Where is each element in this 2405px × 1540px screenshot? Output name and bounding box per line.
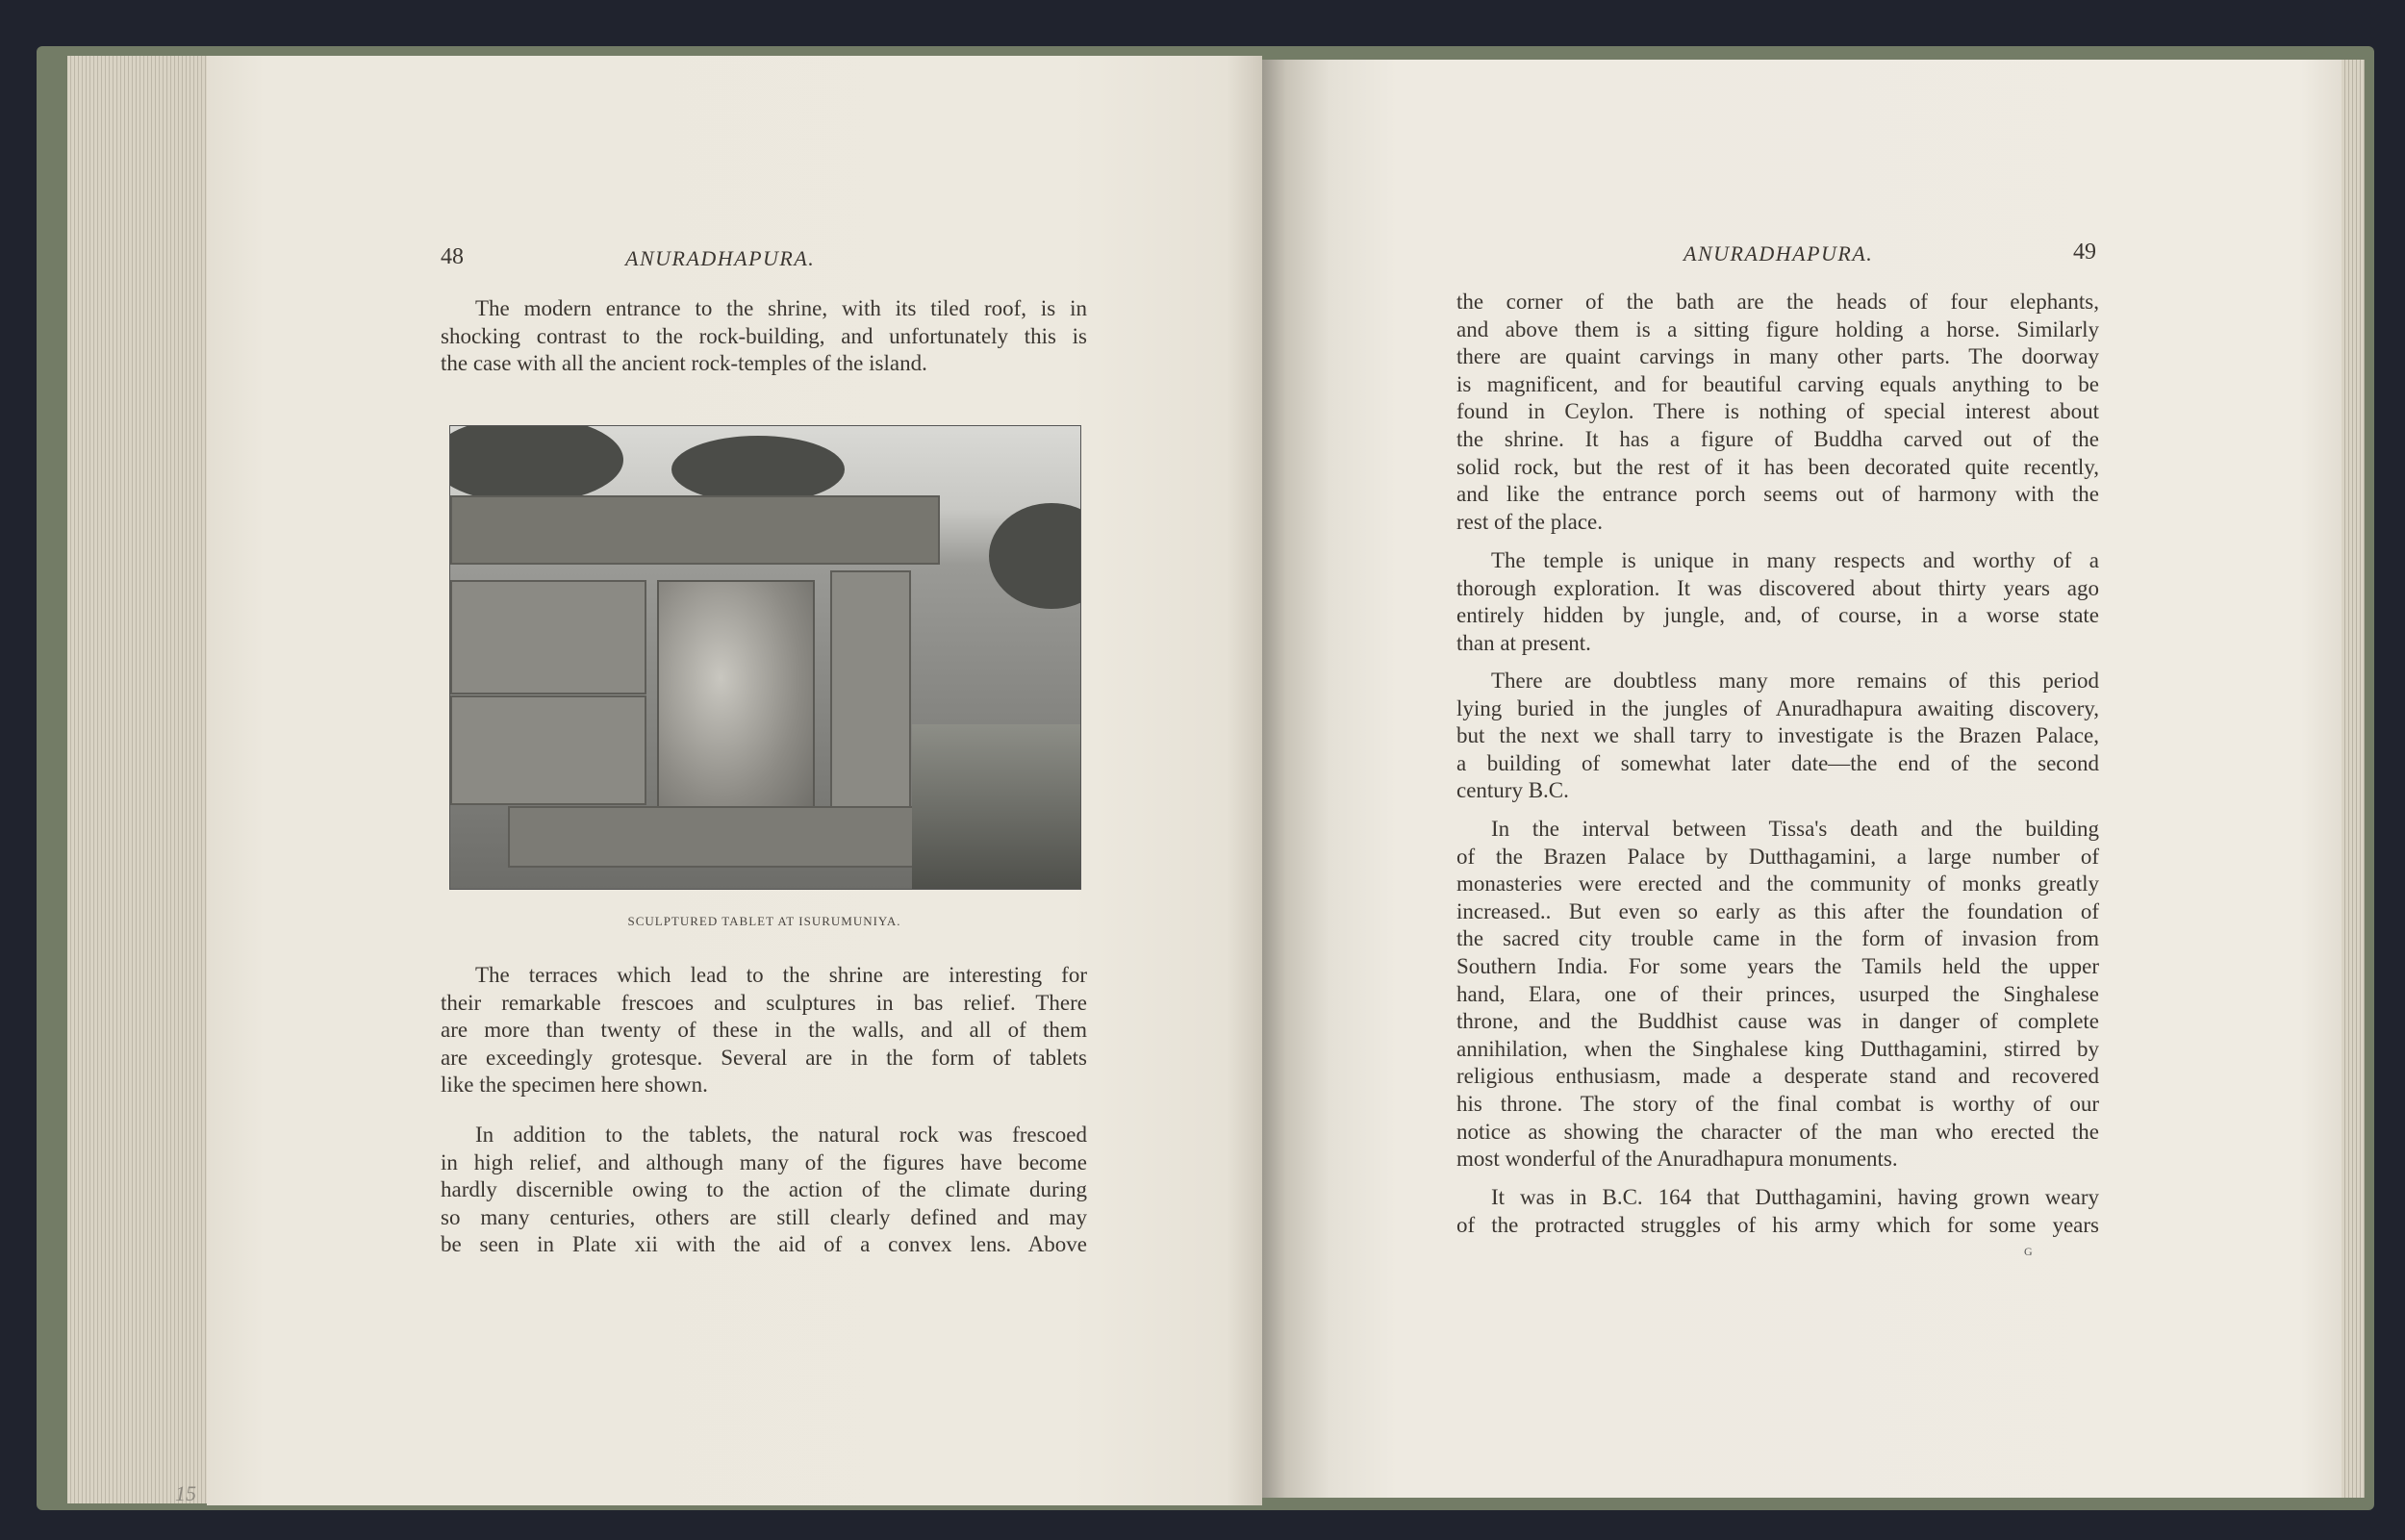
text-line: Southern India. For some years the Tamils held the upper <box>1456 953 2099 978</box>
text-line: century B.C. <box>1456 778 1569 803</box>
text-line: The modern entrance to the shrine, with its tiled roof, is in <box>475 296 1087 320</box>
relief-figures <box>657 580 815 824</box>
text-line: In the interval between Tissa's death and the building <box>1491 817 2099 841</box>
text-line: shocking contrast to the rock-building, and unfortunately this is <box>441 323 1087 348</box>
text-line: the sacred city trouble came in the form of invasion from <box>1456 926 2099 951</box>
page-edges-right <box>2338 60 2365 1498</box>
text-line: notice as showing the character of the man who erected the <box>1456 1119 2099 1144</box>
text-line: annihilation, when the Singhalese king Dutthagamini, stirred by <box>1456 1036 2099 1061</box>
text-line: and like the entrance porch seems out of harmony with the <box>1456 482 2099 507</box>
text-line: hand, Elara, one of their princes, usurped the Singhalese <box>1456 981 2099 1006</box>
plate-caption: SCULPTURED TABLET AT ISURUMUNIYA. <box>627 914 901 928</box>
text-line: their remarkable frescoes and sculptures in bas relief. There <box>441 990 1087 1015</box>
page-edges-left <box>67 56 212 1503</box>
text-line: The temple is unique in many respects and worthy of a <box>1491 548 2099 572</box>
left-page-number: 48 <box>441 244 464 269</box>
text-line: most wonderful of the Anuradhapura monuments. <box>1456 1147 1898 1172</box>
right-paragraph-5 <box>1456 1184 2099 1239</box>
text-line: there are quaint carvings in many other parts. The doorway <box>1456 344 2099 369</box>
text-line: are more than twenty of these in the walls, and all of them <box>441 1018 1087 1043</box>
text-line: the corner of the bath are the heads of four elephants, <box>1456 290 2099 314</box>
left-paragraph-3 <box>441 1122 1087 1259</box>
text-line: rest of the place. <box>1456 509 1603 534</box>
right-page-number: 49 <box>2073 240 2096 265</box>
text-line: his throne. The story of the final combat is worthy of our <box>1456 1091 2099 1116</box>
text-line: thorough exploration. It was discovered about thirty years ago <box>1456 575 2099 600</box>
text-line: solid rock, but the rest of it has been decorated quite recently, <box>1456 454 2099 479</box>
signature-mark: G <box>2024 1245 2033 1258</box>
text-line: and above them is a sitting figure holding a horse. Similarly <box>1456 316 2099 341</box>
text-line: so many centuries, others are still clearly defined and may <box>441 1204 1087 1229</box>
text-line: the shrine. It has a figure of Buddha carved out of the <box>1456 426 2099 451</box>
right-paragraph-4 <box>1456 816 2099 1174</box>
text-line: religious enthusiasm, made a desperate stand and recovered <box>1456 1064 2099 1089</box>
text-line: but the next we shall tarry to investigate is the Brazen Palace, <box>1456 723 2099 748</box>
text-line: entirely hidden by jungle, and, of course, in a worse state <box>1456 603 2099 628</box>
left-paragraph-2 <box>441 962 1087 1099</box>
text-line: There are doubtless many more remains of this period <box>1491 669 2099 693</box>
text-line: a building of somewhat later date—the end of the second <box>1456 750 2099 775</box>
right-paragraph-3 <box>1456 668 2099 805</box>
text-line: lying buried in the jungles of Anuradhapura awaiting discovery, <box>1456 695 2099 720</box>
right-paragraph-1 <box>1456 289 2099 536</box>
pencil-annotation: 15 <box>175 1481 196 1505</box>
right-paragraph-2 <box>1456 547 2099 657</box>
left-running-head: ANURADHAPURA. <box>625 246 816 270</box>
text-line: The terraces which lead to the shrine are interesting for <box>475 963 1087 987</box>
text-line: is magnificent, and for beautiful carving equals anything to be <box>1456 371 2099 396</box>
text-line: found in Ceylon. There is nothing of special interest about <box>1456 399 2099 424</box>
left-paragraph-1 <box>441 295 1087 378</box>
right-running-head: ANURADHAPURA. <box>1684 241 1874 265</box>
text-line: in high relief, and although many of the figures have become <box>441 1149 1087 1174</box>
text-line: hardly discernible owing to the action of the climate during <box>441 1177 1087 1202</box>
text-line: In addition to the tablets, the natural rock was frescoed <box>475 1123 1087 1147</box>
text-line: are exceedingly grotesque. Several are in the form of tablets <box>441 1045 1087 1070</box>
text-line: be seen in Plate xii with the aid of a convex lens. Above <box>441 1232 1087 1257</box>
text-line: monasteries were erected and the community of monks greatly <box>1456 871 2099 896</box>
text-line: throne, and the Buddhist cause was in danger of complete <box>1456 1009 2099 1034</box>
plate-photograph-sculptured-tablet <box>449 425 1081 890</box>
text-line: It was in B.C. 164 that Dutthagamini, having grown weary <box>1491 1185 2099 1209</box>
text-line: increased.. But even so early as this after the foundation of <box>1456 898 2099 923</box>
text-line: than at present. <box>1456 630 1591 655</box>
text-line: of the Brazen Palace by Dutthagamini, a large number of <box>1456 844 2099 869</box>
text-line: of the protracted struggles of his army which for some years <box>1456 1212 2099 1237</box>
text-line: the case with all the ancient rock-temples of the island. <box>441 351 927 376</box>
text-line: like the specimen here shown. <box>441 1073 708 1098</box>
